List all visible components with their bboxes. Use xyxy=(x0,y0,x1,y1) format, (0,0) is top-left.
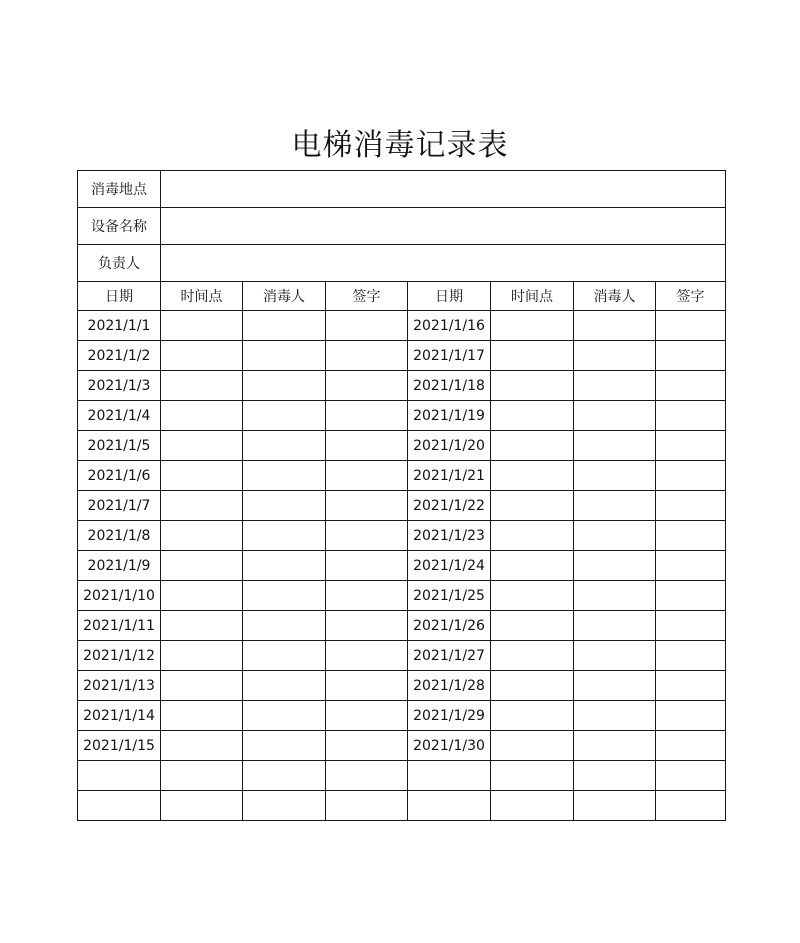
signature-cell[interactable] xyxy=(326,551,408,581)
blank-row xyxy=(78,791,726,821)
info-row-person xyxy=(78,245,726,282)
header-disinfector-right: 消毒人 xyxy=(574,282,656,311)
header-time-left: 时间点 xyxy=(161,282,243,311)
table-row xyxy=(78,491,726,521)
blank-cell[interactable] xyxy=(78,761,161,791)
location-field[interactable] xyxy=(161,171,726,208)
time-cell[interactable] xyxy=(161,701,243,731)
location-label: 消毒地点 xyxy=(78,171,161,208)
date-cell: 2021/1/16 xyxy=(408,311,491,341)
date-cell: 2021/1/13 xyxy=(78,671,161,701)
time-cell[interactable] xyxy=(161,371,243,401)
time-cell[interactable] xyxy=(161,521,243,551)
date-cell: 2021/1/18 xyxy=(408,371,491,401)
date-cell: 2021/1/19 xyxy=(408,401,491,431)
blank-cell[interactable] xyxy=(574,791,656,821)
signature-cell[interactable] xyxy=(656,521,726,551)
disinfector-cell[interactable] xyxy=(574,671,656,701)
signature-cell[interactable] xyxy=(656,461,726,491)
time-cell[interactable] xyxy=(161,611,243,641)
device-field[interactable] xyxy=(161,208,726,245)
time-cell[interactable] xyxy=(491,491,574,521)
table-row xyxy=(78,371,726,401)
disinfector-cell[interactable] xyxy=(574,431,656,461)
signature-cell[interactable] xyxy=(326,581,408,611)
blank-cell[interactable] xyxy=(243,791,326,821)
date-cell: 2021/1/26 xyxy=(408,611,491,641)
header-time-right: 时间点 xyxy=(491,282,574,311)
blank-cell[interactable] xyxy=(408,761,491,791)
table-row xyxy=(78,521,726,551)
date-cell: 2021/1/22 xyxy=(408,491,491,521)
time-cell[interactable] xyxy=(161,461,243,491)
signature-cell[interactable] xyxy=(326,461,408,491)
header-signature-right: 签字 xyxy=(656,282,726,311)
signature-cell[interactable] xyxy=(656,611,726,641)
disinfector-cell[interactable] xyxy=(243,581,326,611)
column-header-row xyxy=(78,282,726,311)
date-cell: 2021/1/25 xyxy=(408,581,491,611)
date-cell: 2021/1/10 xyxy=(78,581,161,611)
disinfector-cell[interactable] xyxy=(243,641,326,671)
date-cell: 2021/1/30 xyxy=(408,731,491,761)
date-cell: 2021/1/4 xyxy=(78,401,161,431)
signature-cell[interactable] xyxy=(326,341,408,371)
blank-cell[interactable] xyxy=(161,761,243,791)
disinfector-cell[interactable] xyxy=(243,341,326,371)
header-date-right: 日期 xyxy=(408,282,491,311)
signature-cell[interactable] xyxy=(656,431,726,461)
blank-row xyxy=(78,761,726,791)
signature-cell[interactable] xyxy=(326,641,408,671)
signature-cell[interactable] xyxy=(656,371,726,401)
date-cell: 2021/1/27 xyxy=(408,641,491,671)
table-row xyxy=(78,461,726,491)
date-cell: 2021/1/5 xyxy=(78,431,161,461)
blank-cell[interactable] xyxy=(491,791,574,821)
time-cell[interactable] xyxy=(161,401,243,431)
signature-cell[interactable] xyxy=(656,671,726,701)
disinfector-cell[interactable] xyxy=(243,701,326,731)
disinfector-cell[interactable] xyxy=(574,401,656,431)
header-signature-left: 签字 xyxy=(326,282,408,311)
signature-cell[interactable] xyxy=(656,401,726,431)
info-row-device xyxy=(78,208,726,245)
disinfection-record-table xyxy=(77,170,726,821)
date-cell: 2021/1/7 xyxy=(78,491,161,521)
table-row xyxy=(78,611,726,641)
signature-cell[interactable] xyxy=(656,551,726,581)
time-cell[interactable] xyxy=(491,671,574,701)
table-row xyxy=(78,431,726,461)
date-cell: 2021/1/21 xyxy=(408,461,491,491)
table-row xyxy=(78,551,726,581)
time-cell[interactable] xyxy=(161,491,243,521)
person-field[interactable] xyxy=(161,245,726,282)
blank-cell[interactable] xyxy=(491,761,574,791)
time-cell[interactable] xyxy=(161,311,243,341)
disinfector-cell[interactable] xyxy=(574,311,656,341)
signature-cell[interactable] xyxy=(326,701,408,731)
disinfector-cell[interactable] xyxy=(574,551,656,581)
signature-cell[interactable] xyxy=(326,521,408,551)
blank-cell[interactable] xyxy=(656,761,726,791)
date-cell: 2021/1/11 xyxy=(78,611,161,641)
disinfector-cell[interactable] xyxy=(574,641,656,671)
disinfector-cell[interactable] xyxy=(574,611,656,641)
time-cell[interactable] xyxy=(491,551,574,581)
disinfector-cell[interactable] xyxy=(243,401,326,431)
time-cell[interactable] xyxy=(491,341,574,371)
blank-cell[interactable] xyxy=(656,791,726,821)
time-cell[interactable] xyxy=(491,641,574,671)
date-cell: 2021/1/29 xyxy=(408,701,491,731)
disinfector-cell[interactable] xyxy=(574,521,656,551)
signature-cell[interactable] xyxy=(326,611,408,641)
disinfector-cell[interactable] xyxy=(574,371,656,401)
time-cell[interactable] xyxy=(161,431,243,461)
disinfector-cell[interactable] xyxy=(574,341,656,371)
time-cell[interactable] xyxy=(491,581,574,611)
time-cell[interactable] xyxy=(491,701,574,731)
disinfector-cell[interactable] xyxy=(574,581,656,611)
date-cell: 2021/1/1 xyxy=(78,311,161,341)
device-label: 设备名称 xyxy=(78,208,161,245)
disinfector-cell[interactable] xyxy=(243,521,326,551)
date-cell: 2021/1/8 xyxy=(78,521,161,551)
time-cell[interactable] xyxy=(161,551,243,581)
signature-cell[interactable] xyxy=(326,491,408,521)
date-cell: 2021/1/28 xyxy=(408,671,491,701)
disinfector-cell[interactable] xyxy=(243,461,326,491)
time-cell[interactable] xyxy=(161,581,243,611)
table-row xyxy=(78,341,726,371)
time-cell[interactable] xyxy=(161,671,243,701)
table-row xyxy=(78,581,726,611)
signature-cell[interactable] xyxy=(656,731,726,761)
disinfector-cell[interactable] xyxy=(243,371,326,401)
date-cell: 2021/1/6 xyxy=(78,461,161,491)
header-date-left: 日期 xyxy=(78,282,161,311)
date-cell: 2021/1/17 xyxy=(408,341,491,371)
signature-cell[interactable] xyxy=(656,341,726,371)
time-cell[interactable] xyxy=(491,431,574,461)
signature-cell[interactable] xyxy=(326,731,408,761)
time-cell[interactable] xyxy=(491,401,574,431)
date-cell: 2021/1/20 xyxy=(408,431,491,461)
signature-cell[interactable] xyxy=(326,431,408,461)
disinfector-cell[interactable] xyxy=(574,461,656,491)
disinfector-cell[interactable] xyxy=(243,671,326,701)
blank-cell[interactable] xyxy=(326,791,408,821)
table-row xyxy=(78,731,726,761)
time-cell[interactable] xyxy=(491,461,574,491)
header-disinfector-left: 消毒人 xyxy=(243,282,326,311)
disinfector-cell[interactable] xyxy=(243,551,326,581)
info-row-location xyxy=(78,171,726,208)
signature-cell[interactable] xyxy=(656,311,726,341)
date-cell: 2021/1/9 xyxy=(78,551,161,581)
disinfector-cell[interactable] xyxy=(243,431,326,461)
date-cell: 2021/1/12 xyxy=(78,641,161,671)
disinfector-cell[interactable] xyxy=(574,731,656,761)
date-cell: 2021/1/2 xyxy=(78,341,161,371)
blank-cell[interactable] xyxy=(408,791,491,821)
table-row xyxy=(78,311,726,341)
table-row xyxy=(78,641,726,671)
person-label: 负责人 xyxy=(78,245,161,282)
signature-cell[interactable] xyxy=(656,491,726,521)
date-cell: 2021/1/15 xyxy=(78,731,161,761)
time-cell[interactable] xyxy=(491,371,574,401)
blank-cell[interactable] xyxy=(574,761,656,791)
time-cell[interactable] xyxy=(161,731,243,761)
page-title: 电梯消毒记录表 xyxy=(291,128,509,163)
disinfector-cell[interactable] xyxy=(574,491,656,521)
time-cell[interactable] xyxy=(161,641,243,671)
disinfector-cell[interactable] xyxy=(243,311,326,341)
table-row xyxy=(78,671,726,701)
date-cell: 2021/1/3 xyxy=(78,371,161,401)
date-cell: 2021/1/14 xyxy=(78,701,161,731)
disinfector-cell[interactable] xyxy=(574,701,656,731)
time-cell[interactable] xyxy=(491,731,574,761)
signature-cell[interactable] xyxy=(326,371,408,401)
date-cell: 2021/1/23 xyxy=(408,521,491,551)
disinfector-cell[interactable] xyxy=(243,731,326,761)
signature-cell[interactable] xyxy=(656,641,726,671)
blank-cell[interactable] xyxy=(78,791,161,821)
date-cell: 2021/1/24 xyxy=(408,551,491,581)
time-cell[interactable] xyxy=(491,611,574,641)
disinfector-cell[interactable] xyxy=(243,611,326,641)
disinfector-cell[interactable] xyxy=(243,491,326,521)
signature-cell[interactable] xyxy=(326,401,408,431)
signature-cell[interactable] xyxy=(326,311,408,341)
signature-cell[interactable] xyxy=(656,701,726,731)
time-cell[interactable] xyxy=(161,341,243,371)
table-row xyxy=(78,401,726,431)
time-cell[interactable] xyxy=(491,521,574,551)
blank-cell[interactable] xyxy=(243,761,326,791)
time-cell[interactable] xyxy=(491,311,574,341)
signature-cell[interactable] xyxy=(656,581,726,611)
table-row xyxy=(78,701,726,731)
signature-cell[interactable] xyxy=(326,671,408,701)
blank-cell[interactable] xyxy=(161,791,243,821)
blank-cell[interactable] xyxy=(326,761,408,791)
